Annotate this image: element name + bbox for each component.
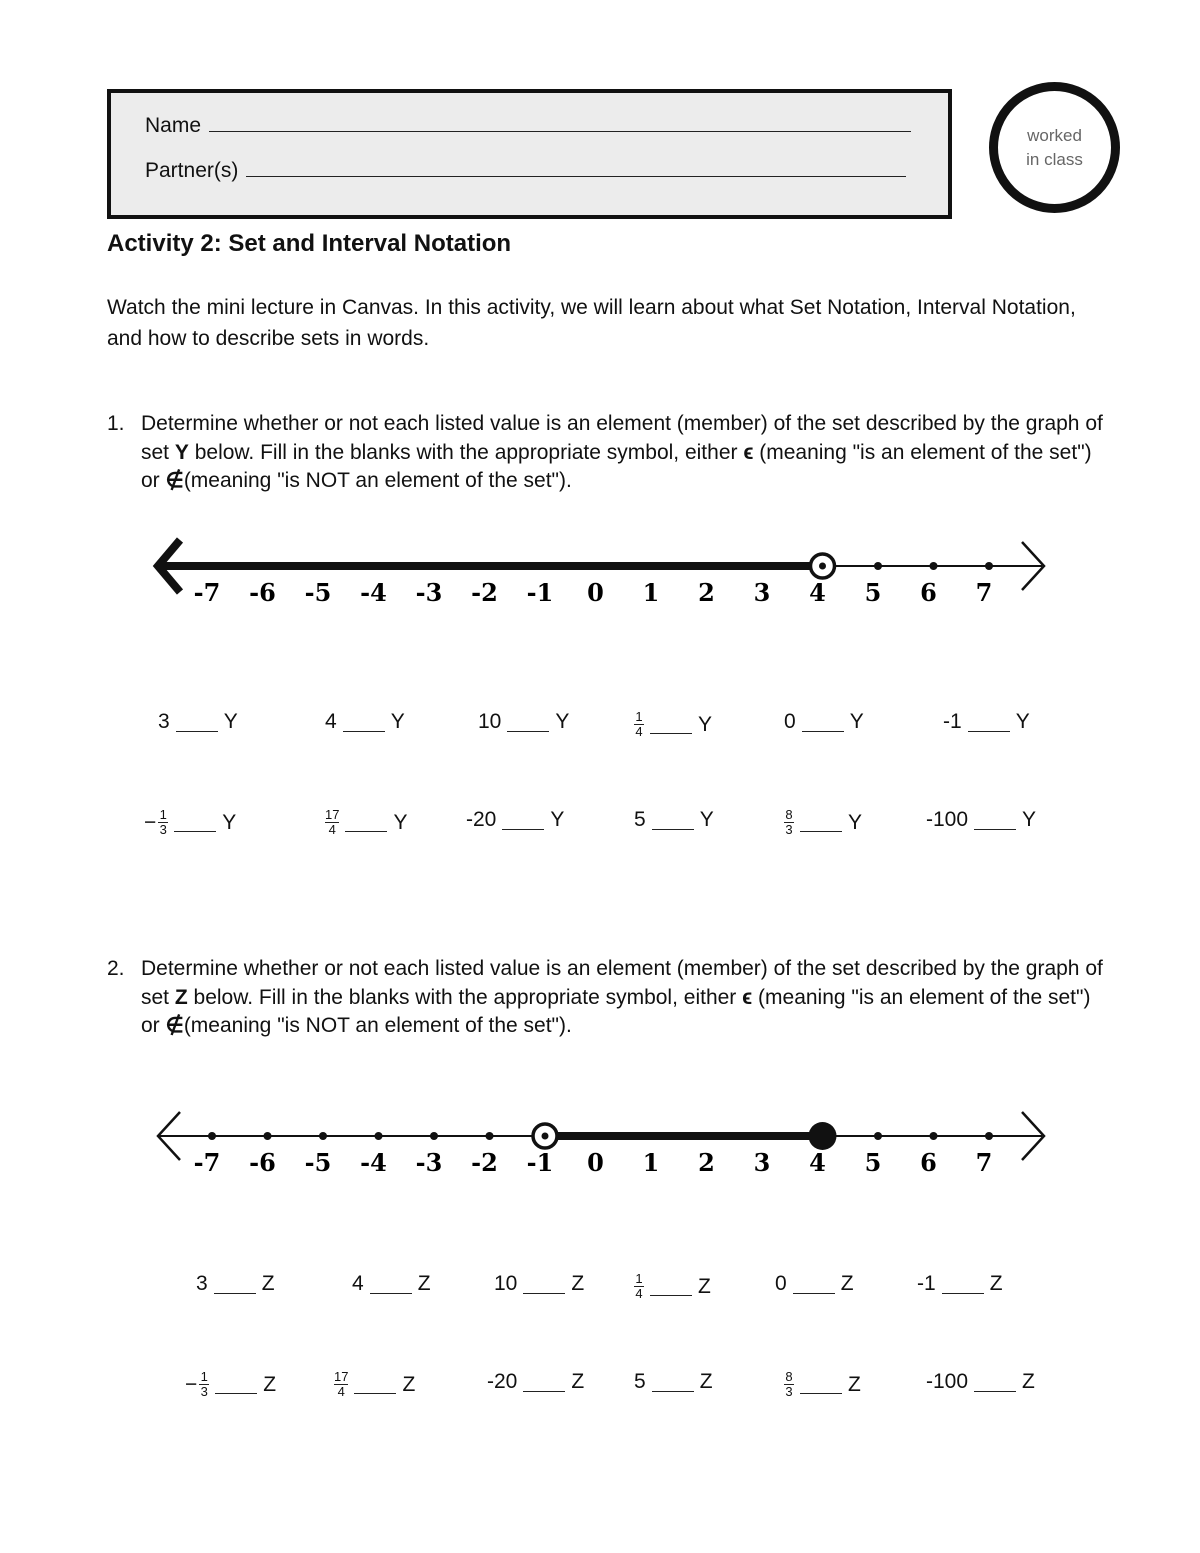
membership-item xyxy=(775,1272,854,1296)
set-name: Z xyxy=(1022,1370,1035,1393)
tick-label-0: 0 xyxy=(587,1148,604,1177)
question-1: 1. Determine whether or not each listed value is an element (member) of the set described by the graph of set Y below. Fill in the blanks with the appropriate symbol, either ϵ (meaning "is an element of the set") or ∉(meaning "is NOT an element of the set"). xyxy=(107,412,1103,492)
tick-label-7: 7 xyxy=(975,1148,993,1177)
fraction: $\frac{17}{4}$ xyxy=(325,807,340,837)
membership-item xyxy=(917,1272,1003,1296)
membership-item xyxy=(634,1272,711,1301)
dot-5 xyxy=(874,562,882,570)
tick-label-5: 5 xyxy=(864,1148,882,1177)
fraction: $\frac{1}{3}$ xyxy=(159,807,167,837)
item-value: 10 xyxy=(494,1272,518,1295)
membership-item xyxy=(784,1370,861,1399)
tick-label--4: -4 xyxy=(360,1148,387,1177)
item-value: -20 xyxy=(487,1370,518,1393)
membership-item xyxy=(158,710,238,734)
worked-in-class-badge: worked in class xyxy=(989,82,1120,213)
item-value: -100 xyxy=(926,1370,969,1393)
answer-blank[interactable] xyxy=(354,1375,396,1394)
set-name: Z xyxy=(417,1272,431,1295)
tick-label--7: -7 xyxy=(193,578,221,607)
tick-label-3: 3 xyxy=(753,578,771,607)
tick-label-4: 4 xyxy=(809,1148,826,1177)
answer-blank[interactable] xyxy=(652,811,694,830)
fraction: $\frac{1}{3}$ xyxy=(200,1369,208,1399)
set-name: Y xyxy=(1022,808,1037,831)
item-value: 10 xyxy=(478,710,502,733)
answer-blank[interactable] xyxy=(942,1275,984,1294)
tick-label-6: 6 xyxy=(920,1148,937,1177)
dot--2 xyxy=(486,1132,494,1140)
item-value: -100 xyxy=(926,808,969,831)
answer-blank[interactable] xyxy=(968,713,1010,732)
membership-item xyxy=(926,808,1036,832)
item-value: -20 xyxy=(466,808,497,831)
item-value: 0 xyxy=(784,710,796,733)
membership-item xyxy=(494,1272,584,1296)
membership-item xyxy=(466,808,564,832)
tick-label-6: 6 xyxy=(920,578,937,607)
set-name: Z xyxy=(261,1272,275,1295)
tick-label-0: 0 xyxy=(587,578,604,607)
dot--4 xyxy=(375,1132,383,1140)
dot-6 xyxy=(930,562,938,570)
answer-blank[interactable] xyxy=(507,713,549,732)
set-name: Y xyxy=(223,710,238,733)
set-name: Z xyxy=(989,1272,1003,1295)
tick-label--3: -3 xyxy=(415,1148,443,1177)
dot--3 xyxy=(430,1132,438,1140)
answer-blank[interactable] xyxy=(345,813,387,832)
tick-label-1: 1 xyxy=(642,1148,660,1177)
set-name: Y xyxy=(1015,710,1030,733)
set-name: Z xyxy=(571,1272,585,1295)
answer-blank[interactable] xyxy=(174,813,216,832)
tick-label--4: -4 xyxy=(360,578,387,607)
tick-label--3: -3 xyxy=(415,578,443,607)
set-name: Z xyxy=(848,1372,861,1396)
question-2: 2. Determine whether or not each listed value is an element (member) of the set described by the graph of set Z below. Fill in the blanks with the appropriate symbol, either ϵ (meaning "is an element of the set") or ∉(meaning "is NOT an element of the set"). xyxy=(107,957,1103,1037)
membership-item xyxy=(144,808,236,837)
answer-blank[interactable] xyxy=(800,1375,842,1394)
tick-label--1: -1 xyxy=(526,578,554,607)
set-name: Z xyxy=(402,1372,416,1396)
membership-item xyxy=(784,710,864,734)
set-name: Y xyxy=(699,808,714,831)
dot-6 xyxy=(930,1132,938,1140)
set-name: Z xyxy=(698,1274,711,1298)
tick-label-2: 2 xyxy=(698,1148,715,1177)
answer-blank[interactable] xyxy=(214,1275,256,1294)
membership-item xyxy=(352,1272,431,1296)
membership-item xyxy=(487,1370,584,1394)
tick-label-4: 4 xyxy=(809,578,826,607)
set-name: Y xyxy=(849,710,864,733)
answer-blank[interactable] xyxy=(176,713,218,732)
set-name: Z xyxy=(699,1370,713,1393)
answer-blank[interactable] xyxy=(652,1373,694,1392)
tick-label-5: 5 xyxy=(864,578,882,607)
answer-blank[interactable] xyxy=(523,1373,565,1392)
tick-label--5: -5 xyxy=(304,578,332,607)
item-value: -1 xyxy=(943,710,962,733)
set-name: Y xyxy=(555,710,570,733)
fraction: $\frac{17}{4}$ xyxy=(334,1369,349,1399)
name-line[interactable] xyxy=(145,114,911,138)
answer-blank[interactable] xyxy=(523,1275,565,1294)
partners-label: Partner(s) xyxy=(145,159,239,182)
item-value: -1 xyxy=(917,1272,936,1295)
tick-label--6: -6 xyxy=(249,1148,276,1177)
membership-item xyxy=(334,1370,415,1399)
answer-blank[interactable] xyxy=(650,715,692,734)
minus-sign: − xyxy=(144,810,157,834)
number-line-z xyxy=(0,1100,1200,1180)
fraction: $\frac{1}{4}$ xyxy=(635,709,643,739)
name-box xyxy=(107,89,952,219)
dot--7 xyxy=(208,1132,216,1140)
minus-sign: − xyxy=(185,1372,198,1396)
membership-item xyxy=(784,808,862,837)
set-name: Z xyxy=(571,1370,585,1393)
tick-label--6: -6 xyxy=(249,578,276,607)
tick-label--1: -1 xyxy=(526,1148,554,1177)
membership-item xyxy=(634,808,714,832)
set-name: Z xyxy=(263,1372,277,1396)
dot-7 xyxy=(985,562,993,570)
tick-label-3: 3 xyxy=(753,1148,771,1177)
item-value: 4 xyxy=(352,1272,364,1295)
item-value: 5 xyxy=(634,1370,646,1393)
tick-label--7: -7 xyxy=(193,1148,221,1177)
set-name: Y xyxy=(393,810,408,834)
answer-blank[interactable] xyxy=(370,1275,412,1294)
answer-blank[interactable] xyxy=(650,1277,692,1296)
item-value: 0 xyxy=(775,1272,787,1295)
fraction: $\frac{1}{4}$ xyxy=(635,1271,643,1301)
tick-label-7: 7 xyxy=(975,578,993,607)
answer-blank[interactable] xyxy=(800,813,842,832)
page-title: Activity 2: Set and Interval Notation xyxy=(107,230,512,257)
membership-item xyxy=(325,808,407,837)
answer-blank[interactable] xyxy=(802,713,844,732)
set-name: Z xyxy=(840,1272,854,1295)
number-line-y xyxy=(0,530,1200,610)
set-name: Y xyxy=(848,810,863,834)
membership-item xyxy=(634,1370,713,1394)
fraction: $\frac{8}{3}$ xyxy=(785,807,793,837)
set-name: Y xyxy=(390,710,405,733)
fraction: $\frac{8}{3}$ xyxy=(785,1369,793,1399)
answer-blank[interactable] xyxy=(974,1373,1016,1392)
tick-label--2: -2 xyxy=(471,1148,498,1177)
dot-5 xyxy=(874,1132,882,1140)
membership-item xyxy=(478,710,569,734)
intro-text: Watch the mini lecture in Canvas. In this activity, we will learn about what Set Notation, Interval Notation, and how to describe sets in words. xyxy=(107,296,1076,350)
tick-label--5: -5 xyxy=(304,1148,332,1177)
membership-item xyxy=(634,710,712,739)
set-name: Y xyxy=(222,810,237,834)
tick-label-1: 1 xyxy=(642,578,660,607)
closed-endpoint xyxy=(809,1122,837,1150)
item-value: 4 xyxy=(325,710,337,733)
answer-blank[interactable] xyxy=(343,713,385,732)
item-value: 3 xyxy=(158,710,170,733)
open-endpoint-center xyxy=(542,1133,549,1140)
name-label: Name xyxy=(145,114,202,137)
answer-blank[interactable] xyxy=(793,1275,835,1294)
item-value: 3 xyxy=(196,1272,208,1295)
set-name: Y xyxy=(550,808,565,831)
partners-line[interactable] xyxy=(145,159,906,183)
item-value: 5 xyxy=(634,808,646,831)
set-name: Y xyxy=(698,712,713,736)
answer-blank[interactable] xyxy=(215,1375,257,1394)
answer-blank[interactable] xyxy=(502,811,544,830)
tick-label--2: -2 xyxy=(471,578,498,607)
membership-item xyxy=(196,1272,275,1296)
dot-7 xyxy=(985,1132,993,1140)
tick-label-2: 2 xyxy=(698,578,715,607)
membership-item xyxy=(926,1370,1035,1394)
membership-item xyxy=(325,710,405,734)
dot--6 xyxy=(264,1132,272,1140)
membership-item xyxy=(943,710,1030,734)
answer-blank[interactable] xyxy=(974,811,1016,830)
open-endpoint-center xyxy=(819,563,826,570)
membership-item xyxy=(185,1370,276,1399)
dot--5 xyxy=(319,1132,327,1140)
